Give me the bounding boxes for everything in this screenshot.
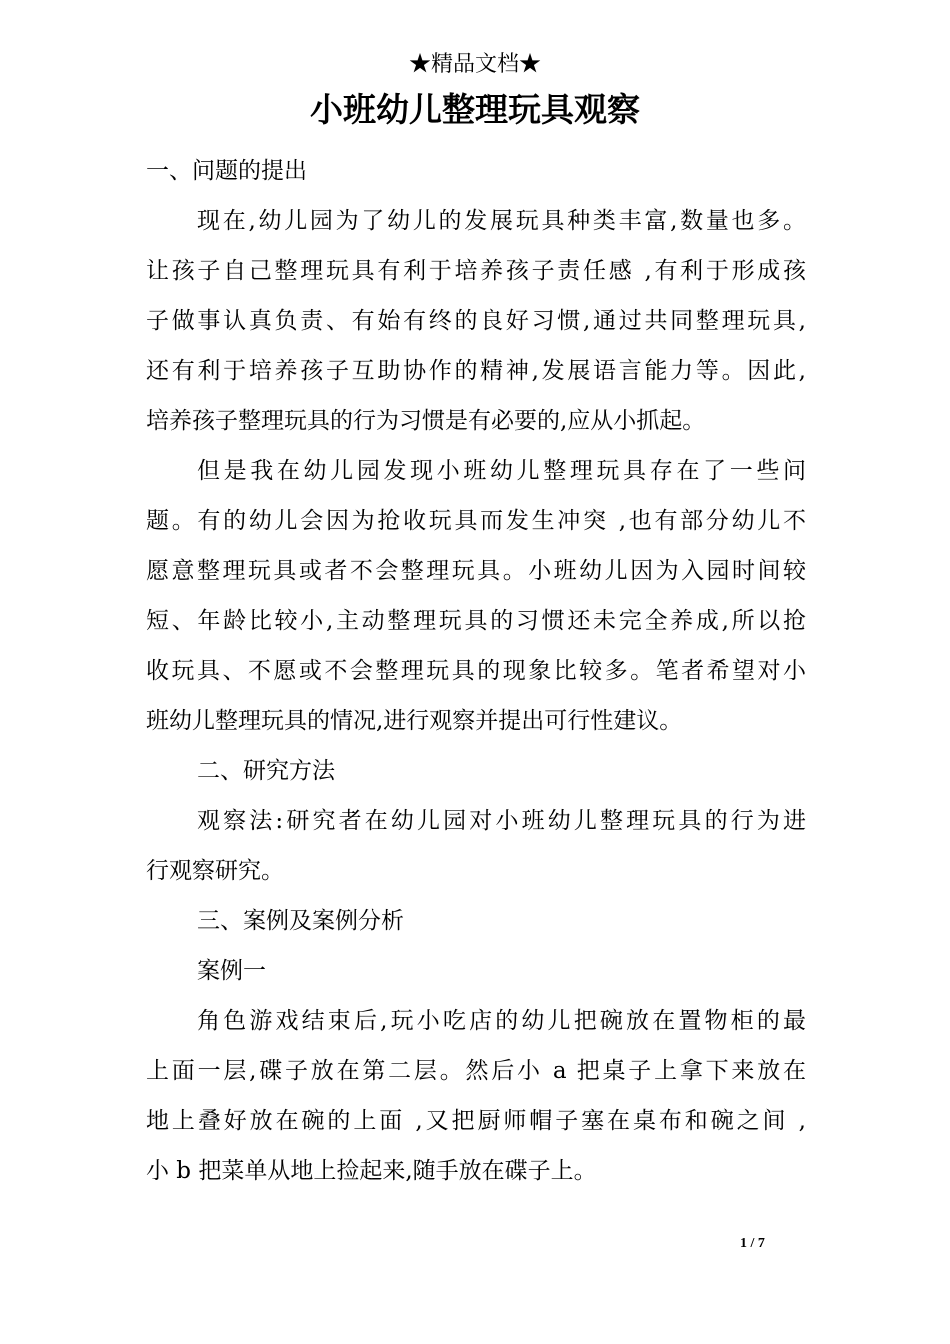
body-line: 现在,幼儿园为了幼儿的发展玩具种类丰富,数量也多。 (197, 208, 806, 234)
header-mark: ★精品文档★ (408, 52, 541, 77)
body-line: 还有利于培养孩子互助协作的精神,发展语言能力等。因此, (146, 358, 806, 384)
body-line: 上面一层,碟子放在第二层。然后小 a 把桌子上拿下来放在 (146, 1058, 806, 1084)
body-line: 让孩子自己整理玩具有利于培养孩子责任感 ,有利于形成孩 (146, 258, 806, 284)
body-line: 培养孩子整理玩具的行为习惯是有必要的,应从小抓起。 (146, 408, 706, 434)
body-line: 角色游戏结束后,玩小吃店的幼儿把碗放在置物柜的最 (197, 1008, 806, 1034)
document-body (146, 146, 806, 1196)
section-heading: 二、研究方法 (197, 758, 335, 784)
body-line: 愿意整理玩具或者不会整理玩具。小班幼儿因为入园时间较 (146, 558, 806, 584)
body-line: 小 b 把菜单从地上捡起来,随手放在碟子上。 (146, 1158, 597, 1184)
case-heading: 案例一 (197, 958, 266, 984)
body-line: 短、年龄比较小,主动整理玩具的习惯还未完全养成,所以抢 (146, 608, 806, 634)
body-line: 班幼儿整理玩具的情况,进行观察并提出可行性建议。 (146, 708, 683, 734)
body-line: 题。有的幼儿会因为抢收玩具而发生冲突 ,也有部分幼儿不 (146, 508, 806, 534)
body-line: 收玩具、不愿或不会整理玩具的现象比较多。笔者希望对小 (146, 658, 806, 684)
body-line: 但是我在幼儿园发现小班幼儿整理玩具存在了一些问 (197, 458, 806, 484)
body-line: 地上叠好放在碗的上面 ,又把厨师帽子塞在桌布和碗之间 , (146, 1108, 806, 1134)
body-line: 子做事认真负责、有始有终的良好习惯,通过共同整理玩具, (146, 308, 806, 334)
document-title: 小班幼儿整理玩具观察 (310, 90, 640, 129)
section-heading: 三、案例及案例分析 (197, 908, 404, 934)
body-line: 观察法:研究者在幼儿园对小班幼儿整理玩具的行为进 (197, 808, 806, 834)
page-number: 1 / 7 (740, 1236, 765, 1251)
body-line: 一、问题的提出 (146, 158, 307, 184)
body-line: 行观察研究。 (146, 858, 284, 884)
